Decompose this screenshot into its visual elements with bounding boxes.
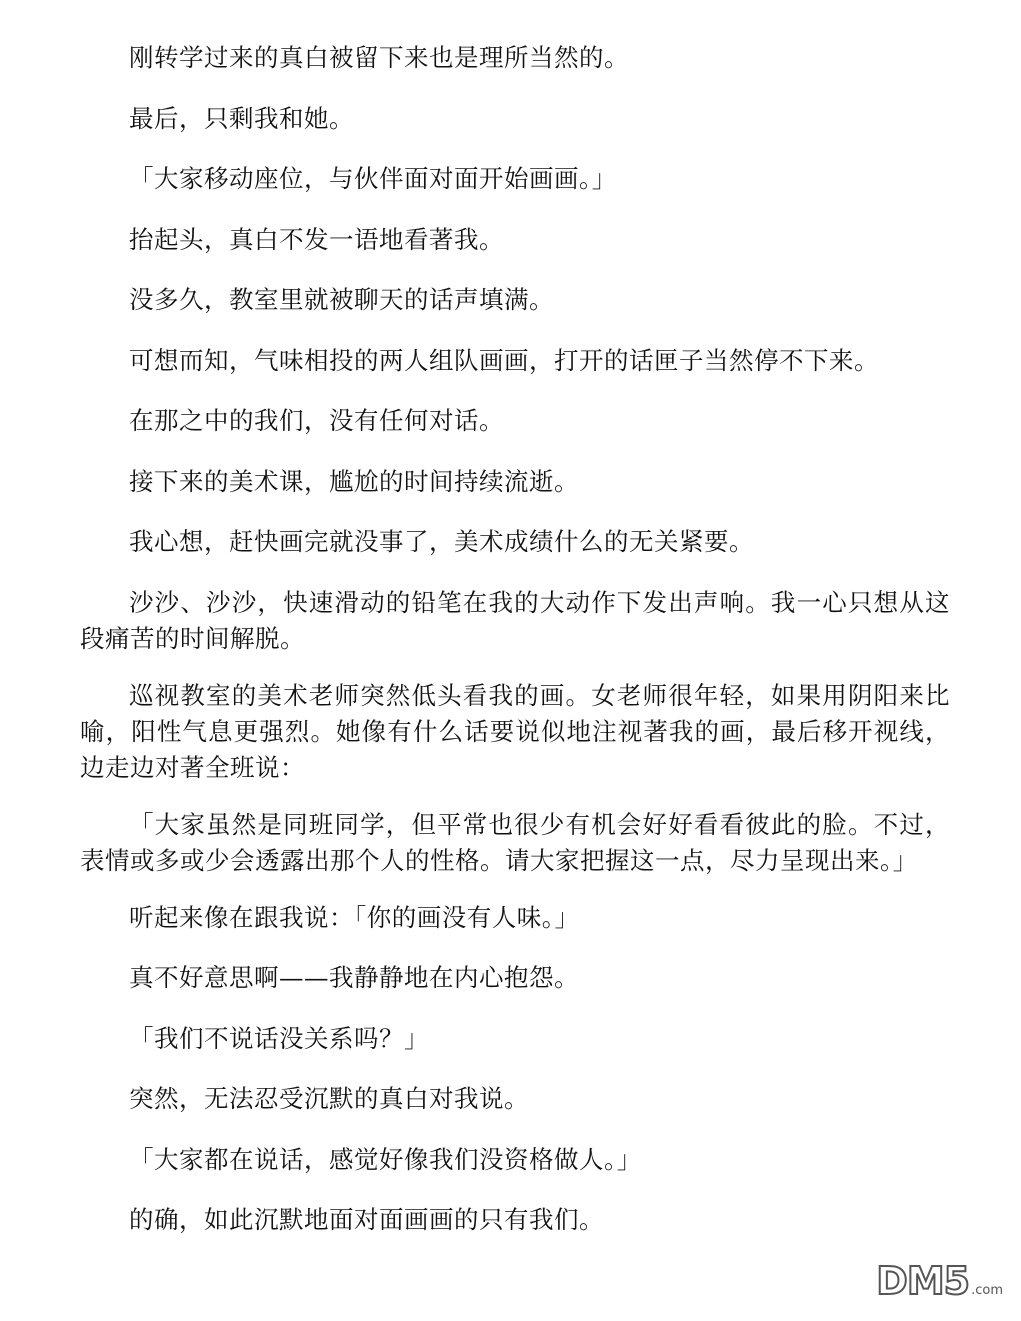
paragraph: 突然，无法忍受沉默的真白对我说。 [129,1084,529,1113]
paragraph: 没多久，教室里就被聊天的话声填满。 [129,285,554,314]
paragraph: 我心想，赶快画完就没事了，美术成绩什么的无关紧要。 [129,527,754,556]
paragraph: 可想而知，气味相投的两人组队画画，打开的话匣子当然停不下来。 [129,345,879,375]
paragraph: 接下来的美术课，尴尬的时间持续流逝。 [129,466,579,496]
paragraph: 「大家移动座位，与伙伴面对面开始画画。」 [129,164,617,193]
paragraph: 最后，只剩我和她。 [129,103,354,133]
paragraph: 真不好意思啊——我静静地在内心抱怨。 [129,963,579,992]
paragraph: 抬起头，真白不发一语地看著我。 [129,224,504,254]
paragraph: 「大家都在说话，感觉好像我们没资格做人。」 [129,1144,642,1174]
paragraph: 的确，如此沉默地面对面画画的只有我们。 [129,1205,604,1234]
paragraph: 「大家虽然是同班同学，但平常也很少有机会好好看看彼此的脸。不过，表情或多或少会透露出那个人的性格。请大家把握这一点，尽力呈现出来。」 [80,809,950,875]
watermark-suffix: .com [971,1283,1003,1298]
paragraph: 刚转学过来的真白被留下来也是理所当然的。 [129,43,629,72]
paragraph: 听起来像在跟我说：「你的画没有人味。」 [129,902,580,932]
paragraph: 「我们不说话没关系吗？」 [129,1023,429,1053]
novel-text [80,40,950,1263]
paragraph: 沙沙、沙沙，快速滑动的铅笔在我的大动作下发出声响。我一心只想从这段痛苦的时间解脱。 [80,587,950,653]
watermark-letters: DM5 [876,1259,970,1303]
paragraph: 巡视教室的美术老师突然低头看我的画。女老师很年轻，如果用阴阳来比喻，阳性气息更强烈。她像有什么话要说似地注视著我的画，最后移开视线，边走边对著全班说： [80,680,950,782]
dm5-watermark-logo [855,1255,1003,1303]
paragraph: 在那之中的我们，没有任何对话。 [129,406,504,435]
